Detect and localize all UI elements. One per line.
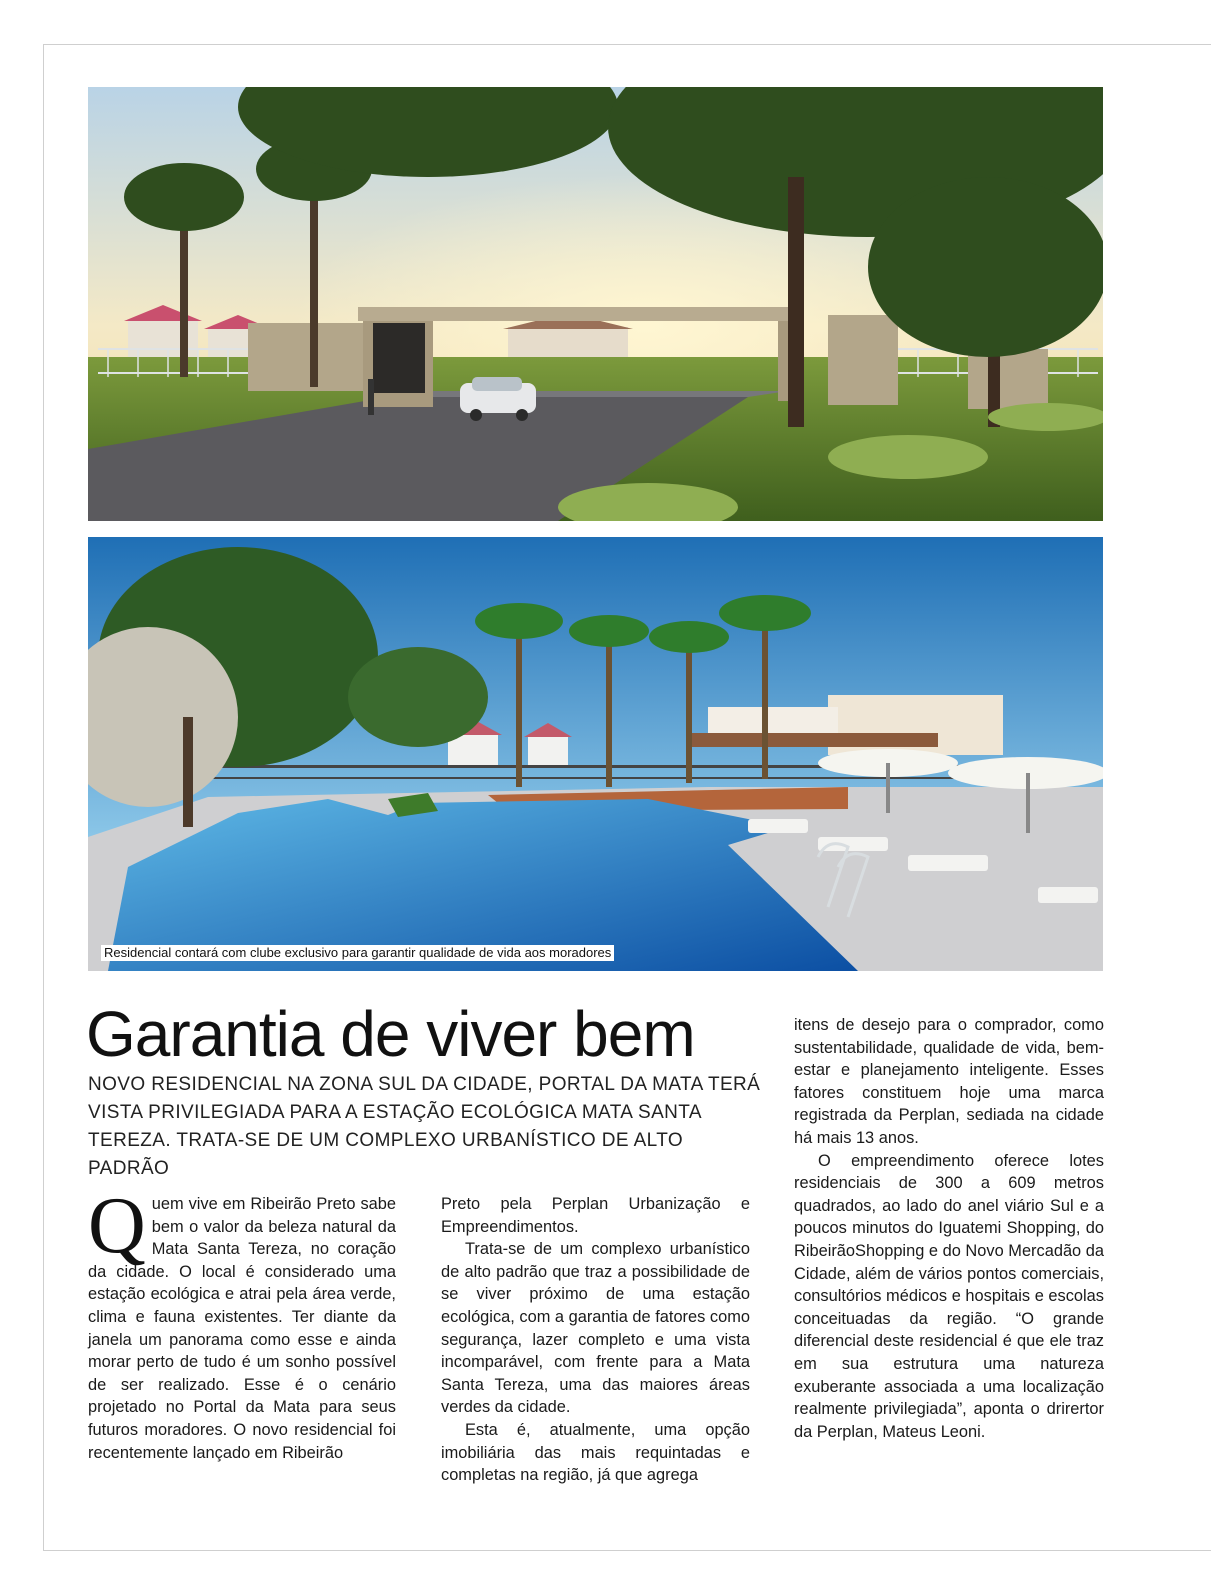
column-1-paragraph-1-text: uem vive em Ribeirão Preto sabe bem o valor da beleza natural da Mata Santa Tereza, no coração da cidade. O local é considerado uma estação ecológica e atrai pela área verde, clima e fauna existentes. Ter diante da janela um panorama como esse e ainda morar perto de tudo é um sonho possível de ser realizado. Esse é o cenário projetado no Portal da Mata para seus futuros moradores. O novo residencial foi recentemente lançado em Ribeirão [88, 1195, 396, 1462]
article-deck: NOVO RESIDENCIAL NA ZONA SUL DA CIDADE, PORTAL DA MATA TERÁ VISTA PRIVILEGIADA PARA A ESTAÇÃO ECOLÓGICA MATA SANTA TEREZA. TRATA-SE DE UM COMPLEXO URBANÍSTICO DE ALTO PADRÃO [88, 1074, 761, 1179]
pool-club-photo [88, 537, 1103, 971]
entrance-gate-illustration [88, 87, 1103, 521]
column-3-paragraph-1: itens de desejo para o comprador, como sustentabilidade, qualidade de vida, bem-estar e planejamento inteligente. Esses fatores constituem hoje uma marca registrada da Perplan, sediada na cidade há mais 13 anos. [794, 1016, 1104, 1147]
column-2-paragraph-3: Esta é, atualmente, uma opção imobiliária das mais requintadas e completas na região, já que agrega [441, 1420, 750, 1485]
column-1-paragraph-1 [88, 1182, 396, 1464]
article-column-1 [88, 1182, 396, 1464]
article-column-3 [794, 1014, 1104, 1443]
pool-club-illustration [88, 537, 1103, 971]
photo-caption: Residencial contará com clube exclusivo para garantir qualidade de vida aos moradores [101, 945, 614, 961]
column-3-paragraph-2: O empreendimento oferece lotes residenciais de 300 a 609 metros quadrados, ao lado do anel viário Sul e a poucos minutos do Iguatemi Shopping, do RibeirãoShopping e do Novo Mercadão da Cidade, além de vários pontos comerciais, consultórios médicos e hospitais e escolas conceituadas da região. “O grande diferencial deste residencial é que ele traz em sua estrutura uma natureza exuberante associada a uma localização realmente privilegiada”, aponta o drirertor da Perplan, Mateus Leoni. [794, 1151, 1104, 1441]
article-headline: Garantia de viver bem [86, 998, 695, 1070]
article-column-2 [441, 1193, 750, 1487]
column-2-paragraph-1: Preto pela Perplan Urbanização e Empreendimentos. [441, 1195, 750, 1236]
drop-cap: Q [88, 1182, 146, 1270]
column-2-paragraph-2: Trata-se de um complexo urbanístico de alto padrão que traz a possibilidade de se viver próximo de uma estação ecológica, com a garantia de fatores como segurança, lazer completo e uma vista incomparável, com frente para a Mata Santa Tereza, uma das maiores áreas verdes da cidade. [441, 1240, 750, 1417]
entrance-gate-photo [88, 87, 1103, 521]
